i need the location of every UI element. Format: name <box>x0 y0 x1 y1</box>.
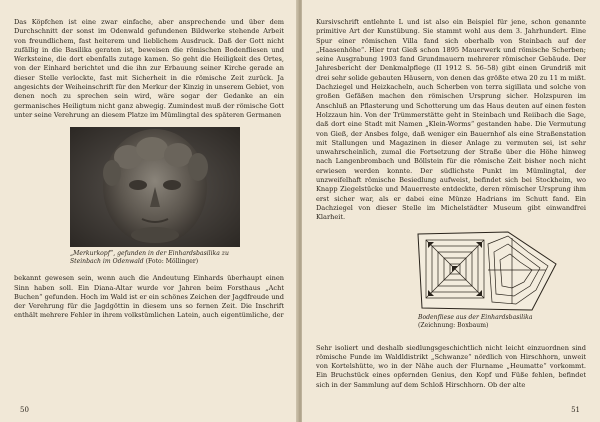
page-number-left: 50 <box>20 406 29 414</box>
page-number-right: 51 <box>571 406 580 414</box>
merkur-head-photo <box>70 127 240 247</box>
photo-caption-credit: (Foto: Möllinger) <box>145 258 199 266</box>
photo-caption-text: „Merkurkopf“, gefunden in der Einhardsbasilika zu Steinbach im Odenwald <box>70 250 229 266</box>
right-page <box>302 0 600 422</box>
floor-tile-caption-text: Bodenfliese aus der Einhardsbasilika <box>418 313 533 321</box>
floor-tile-caption-credit: (Zeichnung: Boxbaum) <box>418 321 489 329</box>
left-paragraph-2: bekannt gewesen sein, wenn auch die Andeutung Einhards überhaupt einen Sinn haben soll. Ein Diana-Altar wurde vor Jahren beim Forsthaus „Acht Buchen“ gefunden. Hoch im Wald ist er ein schönes Zeichen der Jagdfreude und der Verehrung für die Jagdgöttin in diesem uns so fernen Zeit. Die Inschrift enthält mehrere Fehler in ihrem volkstümlichen Latein, auch eigentümliche, der <box>14 274 284 320</box>
photo-caption <box>70 250 240 266</box>
right-paragraph-1: Kursivschrift entlehnte L und ist also ein Beispiel für jene, schon genannte primitive Art der Kunstübung. Sie stammt wohl aus dem 3. Jahrhundert. Eine Spur einer römischen Villa fand sich oberhalb von Steinbach auf der „Haasenhöhe“. Hier trat Gieß schon 1895 Mauerwerk und römische Scherben; seine Ausgrabung 1903 fand Grundmauern mehrerer römischer Gebäude. Der Jahresbericht der Denkmalpflege (II 1912 S. 56–58) gibt einen Grundriß mit drei sehr solide gebauten Häusern, von denen das größte etwa 20 zu 11 m mißt. Dachziegel und Heizkacheln, auch Scherben von terra sigillata und solche von großen Gefäßen machen den römischen Ursprung sicher. Holzspuren im Anschluß an Pflasterung und Schotterung um das Haus deuten auf einen festen Holzzaun hin. Von der Trümmerstätte geht in Steinbach und Reiibach die Sage, daß dort eine Stadt mit Namen „Klein-Worms“ gestanden habe. Die Vermutung von Gieß, der Ansbes folge, daß weniger ein Bauernhof als eine Straßenstation mit Stallungen und Magazinen in dieser Anlage zu vermuten sei, ist sehr unwahrscheinlich, zumal die Fortsetzung der Straße über die Höhe hinweg nach Langenbrombach und Böllstein für die römische Zeit bisher noch nicht erwiesen werden konnte. Der südlichste Punkt im Mümlingtal, der unzweifelhaft römische Besiedlung aufweist, befindet sich bei Stockheim, wo Knapp Ziegelstücke und Mauerreste entdeckte, deren römischer Ursprung ihm erst sicher war, als er dabei eine Münze Hadrians im Schutt fand. Ein Dachziegel von dieser Stelle im Michelstädter Museum gibt einwandfrei Klarheit. <box>316 18 586 222</box>
merkur-photo-figure <box>70 127 240 266</box>
left-page <box>0 0 298 422</box>
left-paragraph-1: Das Köpfchen ist eine zwar einfache, aber ansprechende und über dem Durchschnitt der sonst im Odenwald gefundenen Bildwerke stehende Arbeit von freundlichem, fast heiterem und lieblichem Ausdruck. Daß der Gott nicht zufällig in die Basilika geraten ist, beweisen die römischen Bodenfliesen und Werksteine, die dort ebenfalls zutage kamen. So geht die Heiligkeit des Ortes, von der Einhard berichtet und die ihn zur Erbauung seiner Kirche gerade an dieser Stelle verlockte, fast mit Sicherheit in die römische Zeit zurück. Ja angesichts der Weiheinschrift für den Merkur der Kinzig in unserem Gebiet, von denen noch zu sprechen sein wird, wäre sogar der Gedanke an ein germanisches Heiligtum nicht ganz abwegig. Zumindest muß der römische Gott unter seine Verehrung an diesem Platze im Mümlingtal des späteren Germanen <box>14 18 284 119</box>
floor-tile-caption <box>418 314 562 330</box>
right-paragraph-2: Sehr isoliert und deshalb siedlungsgeschichtlich nicht leicht einzuordnen sind römische Funde im Waldldistrikt „Schwanze“ nördlich von Hirschhorn, unweit von Kortelshütte, wo in der Nähe auch der Flurname „Heumatte“ vorkommt. Ein Bruchstück eines opfernden Genius, den Kopf und Füße fehlen, befindet sich in der Sammlung auf dem Schloß Hirschhorn. Ob der alte <box>316 343 586 389</box>
floor-tile-drawing <box>412 230 562 312</box>
floor-tile-figure <box>412 230 562 330</box>
